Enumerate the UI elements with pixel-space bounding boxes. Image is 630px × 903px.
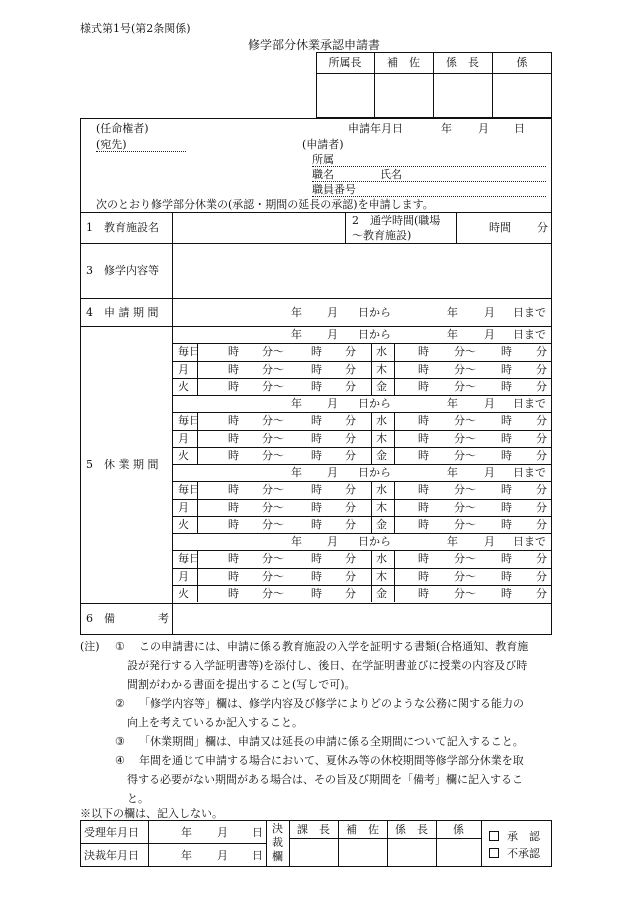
weekday-label: 金 — [376, 517, 387, 531]
commute-label: 2 通学時間(職場 — [352, 214, 441, 227]
weekday-label: 木 — [376, 431, 387, 445]
remarks-label: 6 備 — [86, 612, 115, 625]
notes-prefix: (注) — [80, 640, 100, 653]
weekday-label: 月 — [178, 431, 189, 445]
footer-approver-manager: 課 長 — [297, 823, 330, 836]
note-line: 「休業期間」欄は、申請又は延長の申請に係る全期間について記入すること。 — [139, 735, 524, 748]
note-mark: ④ — [115, 754, 125, 767]
form-number: 様式第1号(第2条関係) — [80, 22, 191, 35]
approver-head: 所属長 — [328, 56, 362, 69]
institution-field[interactable] — [175, 214, 343, 242]
note-line: 向上を考えているか記入すること。 — [127, 716, 303, 729]
note-line: と。 — [127, 792, 149, 805]
addressee-label: (宛先) — [96, 138, 127, 151]
note-line: 間割がわかる書面を提出すること(写しで可)。 — [127, 678, 356, 691]
institution-label: 1 教育施設名 — [86, 221, 159, 234]
approve-checkbox[interactable] — [489, 831, 499, 841]
footer-approver-assistant: 補 佐 — [346, 823, 379, 836]
approver-staff: 係 — [516, 56, 528, 69]
staff-no-line[interactable] — [312, 196, 546, 197]
weekday-label: 火 — [178, 517, 189, 531]
weekday-label: 金 — [376, 448, 387, 462]
weekday-label: 水 — [376, 345, 387, 359]
addressee-line[interactable] — [96, 151, 186, 152]
content-field[interactable] — [175, 246, 549, 296]
weekday-label: 水 — [376, 483, 387, 497]
weekday-label: 水 — [376, 552, 387, 566]
weekday-label: 木 — [376, 569, 387, 583]
weekday-label: 毎日 — [178, 345, 200, 359]
approver-assistant: 補 佐 — [387, 56, 420, 69]
affiliation-line[interactable] — [312, 166, 546, 167]
weekday-label: 毎日 — [178, 552, 200, 566]
affiliation-label: 所属 — [312, 153, 334, 166]
weekday-label: 毎日 — [178, 483, 200, 497]
weekday-label: 月 — [178, 500, 189, 514]
weekday-label: 火 — [178, 379, 189, 393]
note-mark: ② — [115, 697, 125, 710]
approver-chief: 係 長 — [446, 56, 479, 69]
note-line: この申請書には、申請に係る教育施設の入学を証明する書類(合格通知、教育施 — [139, 640, 529, 653]
post-label: 職名 — [312, 168, 334, 181]
appointer-label: (任命権者) — [96, 122, 149, 135]
statement: 次のとおり修学部分休業の(承認・期間の延長の承認)を申請します。 — [96, 198, 434, 211]
note-mark: ① — [115, 640, 125, 653]
name-label: 氏名 — [380, 168, 402, 181]
received-label: 受理年月日 — [84, 826, 139, 839]
note-line: 年間を通じて申請する場合において、夏休み等の休校期間等修学部分休業を取 — [139, 754, 524, 767]
decided-label: 決裁年月日 — [84, 849, 139, 862]
weekday-label: 火 — [178, 448, 189, 462]
remarks-field[interactable] — [175, 606, 549, 632]
reject-checkbox[interactable] — [489, 848, 499, 858]
leave-label: 5 休 業 期 間 — [86, 458, 159, 471]
approve-option[interactable]: 承 認 — [489, 830, 540, 843]
post-name-line[interactable] — [312, 181, 546, 182]
content-label: 3 修学内容等 — [86, 264, 159, 277]
note-line: 得する必要がない期間がある場合は、その旨及び期間を「備考」欄に記入するこ — [127, 773, 523, 786]
weekday-label: 毎日 — [178, 414, 200, 428]
weekday-label: 月 — [178, 362, 189, 376]
weekday-label: 月 — [178, 569, 189, 583]
period-label: 4 申 請 期 間 — [86, 306, 159, 319]
weekday-label: 水 — [376, 414, 387, 428]
footer-approver-chief: 係 長 — [395, 823, 428, 836]
weekday-label: 火 — [178, 586, 189, 600]
form-title: 修学部分休業承認申請書 — [248, 38, 381, 52]
footer-notice: ※以下の欄は、記入しない。 — [80, 807, 223, 820]
weekday-label: 木 — [376, 362, 387, 376]
weekday-label: 金 — [376, 586, 387, 600]
date-label: 申請年月日 — [348, 122, 403, 135]
reject-option[interactable]: 不承認 — [489, 847, 540, 860]
weekday-label: 金 — [376, 379, 387, 393]
footer-approver-staff: 係 — [453, 823, 464, 836]
applicant-label: (申請者) — [302, 138, 344, 151]
staff-no-label: 職員番号 — [312, 183, 356, 196]
weekday-label: 木 — [376, 500, 387, 514]
note-line: 「修学内容等」欄は、修学内容及び修学によりどのような公務に関する能力の — [139, 697, 524, 710]
note-line: 設が発行する入学証明書等)を添付し、後日、在学証明書並びに授業の内容及び時 — [127, 659, 528, 672]
note-mark: ③ — [115, 735, 125, 748]
